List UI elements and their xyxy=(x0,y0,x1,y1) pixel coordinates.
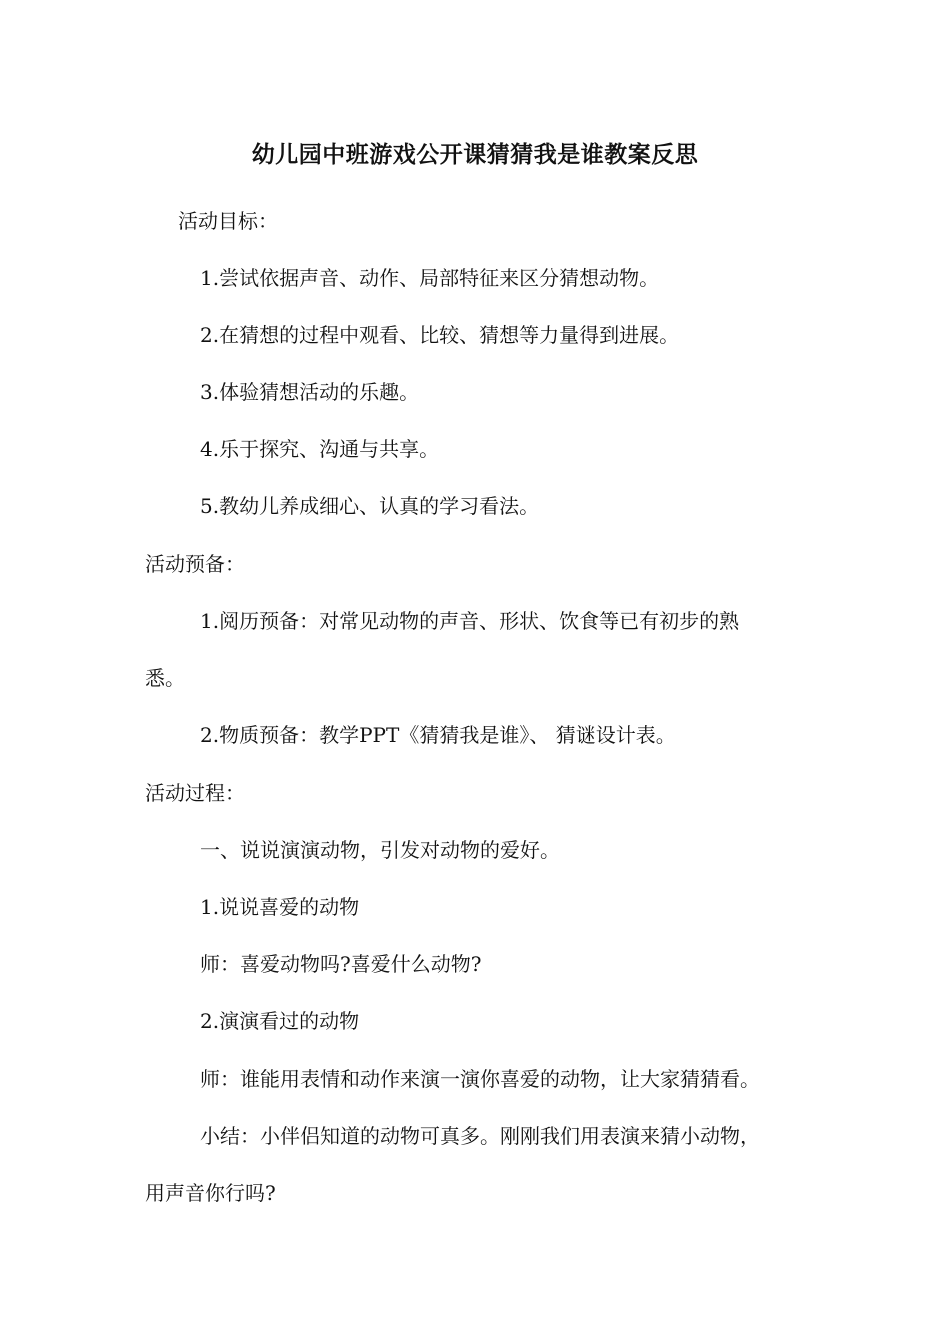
goal-item-4: 4.乐于探究、沟通与共享。 xyxy=(200,437,440,461)
summary-line: 小结：小伴侣知道的动物可真多。刚刚我们用表演来猜小动物， xyxy=(200,1124,760,1148)
goal-item-5: 5.教幼儿养成细心、认真的学习看法。 xyxy=(200,494,540,518)
prep-item-1-continued: 悉。 xyxy=(145,666,185,690)
prep-item-2: 2.物质预备：教学PPT《猜猜我是谁》、 猜谜设计表。 xyxy=(200,723,676,747)
process-section-1: 一、说说演演动物，引发对动物的爱好。 xyxy=(200,838,560,862)
prep-item-1: 1.阅历预备：对常见动物的声音、形状、饮食等已有初步的熟 xyxy=(200,609,740,633)
heading-activity-goals: 活动目标： xyxy=(178,209,278,233)
goal-item-2: 2.在猜想的过程中观看、比较、猜想等力量得到进展。 xyxy=(200,323,680,347)
process-step-2: 2.演演看过的动物 xyxy=(200,1009,360,1033)
heading-activity-prep: 活动预备： xyxy=(145,552,245,576)
goal-item-1: 1.尝试依据声音、动作、局部特征来区分猜想动物。 xyxy=(200,266,660,290)
process-step-1: 1.说说喜爱的动物 xyxy=(200,895,360,919)
summary-line-continued: 用声音你行吗? xyxy=(145,1181,276,1205)
heading-activity-process: 活动过程： xyxy=(145,781,245,805)
teacher-line-2: 师：谁能用表情和动作来演一演你喜爱的动物，让大家猜猜看。 xyxy=(200,1067,760,1091)
goal-item-3: 3.体验猜想活动的乐趣。 xyxy=(200,380,420,404)
teacher-line-1: 师：喜爱动物吗?喜爱什么动物? xyxy=(200,952,482,976)
document-title: 幼儿园中班游戏公开课猜猜我是谁教案反思 xyxy=(251,141,699,168)
